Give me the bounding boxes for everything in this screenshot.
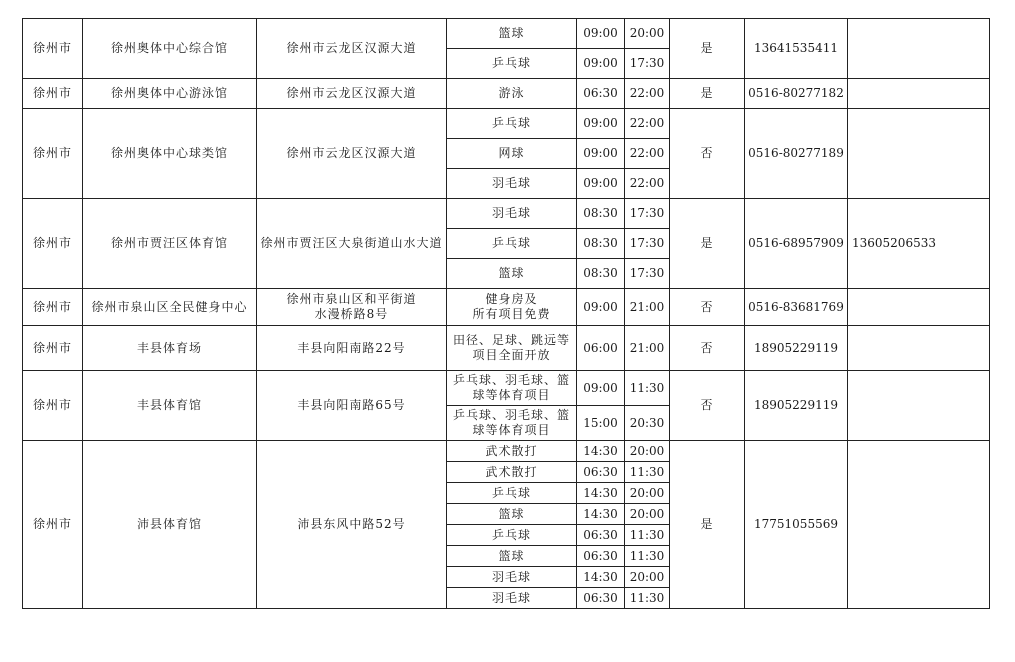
open-flag-cell: 是 <box>670 199 745 289</box>
open-flag-cell: 否 <box>670 371 745 441</box>
phone2-cell <box>848 326 990 371</box>
start-time-cell: 14:30 <box>577 483 625 504</box>
sport-cell: 篮球 <box>447 546 577 567</box>
phone-cell: 18905229119 <box>745 326 848 371</box>
phone2-cell <box>848 289 990 326</box>
city-cell: 徐州市 <box>23 79 83 109</box>
table-row <box>23 109 990 139</box>
start-time-cell: 14:30 <box>577 567 625 588</box>
venue-cell: 徐州奥体中心综合馆 <box>83 19 257 79</box>
end-time-cell: 20:00 <box>625 567 670 588</box>
start-time-cell: 06:00 <box>577 326 625 371</box>
venue-cell: 徐州奥体中心球类馆 <box>83 109 257 199</box>
table-row <box>23 199 990 229</box>
address-cell: 徐州市云龙区汉源大道 <box>257 19 447 79</box>
end-time-cell: 20:00 <box>625 19 670 49</box>
venue-cell: 徐州市泉山区全民健身中心 <box>83 289 257 326</box>
sport-cell: 武术散打 <box>447 462 577 483</box>
end-time-cell: 11:30 <box>625 371 670 406</box>
start-time-cell: 08:30 <box>577 229 625 259</box>
phone2-cell <box>848 79 990 109</box>
phone2-cell: 13605206533 <box>848 199 990 289</box>
address-cell: 丰县向阳南路22号 <box>257 326 447 371</box>
end-time-cell: 11:30 <box>625 546 670 567</box>
end-time-cell: 20:00 <box>625 441 670 462</box>
city-cell: 徐州市 <box>23 109 83 199</box>
city-cell: 徐州市 <box>23 289 83 326</box>
sport-cell: 篮球 <box>447 259 577 289</box>
table-body <box>23 19 990 609</box>
sport-cell: 武术散打 <box>447 441 577 462</box>
start-time-cell: 09:00 <box>577 139 625 169</box>
start-time-cell: 09:00 <box>577 19 625 49</box>
start-time-cell: 14:30 <box>577 441 625 462</box>
address-cell: 徐州市云龙区汉源大道 <box>257 79 447 109</box>
phone-cell: 0516-80277189 <box>745 109 848 199</box>
phone2-cell <box>848 109 990 199</box>
address-cell: 徐州市云龙区汉源大道 <box>257 109 447 199</box>
address-cell: 沛县东风中路52号 <box>257 441 447 609</box>
phone-cell: 17751055569 <box>745 441 848 609</box>
end-time-cell: 17:30 <box>625 49 670 79</box>
end-time-cell: 20:30 <box>625 406 670 441</box>
end-time-cell: 20:00 <box>625 504 670 525</box>
sport-cell: 羽毛球 <box>447 588 577 609</box>
city-cell: 徐州市 <box>23 441 83 609</box>
sport-cell: 网球 <box>447 139 577 169</box>
city-cell: 徐州市 <box>23 199 83 289</box>
end-time-cell: 11:30 <box>625 588 670 609</box>
table-row <box>23 441 990 462</box>
end-time-cell: 11:30 <box>625 462 670 483</box>
phone-cell: 0516-68957909 <box>745 199 848 289</box>
sport-cell: 游泳 <box>447 79 577 109</box>
sport-cell: 田径、足球、跳远等 项目全面开放 <box>447 326 577 371</box>
venue-cell: 丰县体育场 <box>83 326 257 371</box>
end-time-cell: 17:30 <box>625 259 670 289</box>
start-time-cell: 06:30 <box>577 525 625 546</box>
sport-cell: 篮球 <box>447 19 577 49</box>
start-time-cell: 09:00 <box>577 49 625 79</box>
sport-cell: 乒乓球 <box>447 109 577 139</box>
start-time-cell: 06:30 <box>577 79 625 109</box>
start-time-cell: 08:30 <box>577 259 625 289</box>
phone-cell: 0516-80277182 <box>745 79 848 109</box>
end-time-cell: 22:00 <box>625 169 670 199</box>
open-flag-cell: 否 <box>670 109 745 199</box>
start-time-cell: 09:00 <box>577 289 625 326</box>
end-time-cell: 20:00 <box>625 483 670 504</box>
sport-cell: 乒乓球、羽毛球、篮 球等体育项目 <box>447 406 577 441</box>
phone-cell: 13641535411 <box>745 19 848 79</box>
open-flag-cell: 是 <box>670 19 745 79</box>
sport-cell: 乒乓球 <box>447 525 577 546</box>
table-row <box>23 326 990 371</box>
start-time-cell: 09:00 <box>577 109 625 139</box>
start-time-cell: 09:00 <box>577 169 625 199</box>
venue-cell: 徐州市贾汪区体育馆 <box>83 199 257 289</box>
start-time-cell: 06:30 <box>577 546 625 567</box>
table-row <box>23 371 990 406</box>
end-time-cell: 22:00 <box>625 109 670 139</box>
venue-cell: 沛县体育馆 <box>83 441 257 609</box>
open-flag-cell: 是 <box>670 441 745 609</box>
end-time-cell: 11:30 <box>625 525 670 546</box>
sport-cell: 乒乓球 <box>447 229 577 259</box>
venue-cell: 徐州奥体中心游泳馆 <box>83 79 257 109</box>
end-time-cell: 21:00 <box>625 289 670 326</box>
open-flag-cell: 否 <box>670 289 745 326</box>
phone2-cell <box>848 371 990 441</box>
table-row <box>23 289 990 326</box>
open-flag-cell: 是 <box>670 79 745 109</box>
city-cell: 徐州市 <box>23 371 83 441</box>
phone2-cell <box>848 441 990 609</box>
table-row <box>23 19 990 49</box>
sport-cell: 乒乓球、羽毛球、篮 球等体育项目 <box>447 371 577 406</box>
open-flag-cell: 否 <box>670 326 745 371</box>
phone2-cell <box>848 19 990 79</box>
venue-table <box>22 18 990 609</box>
sport-cell: 羽毛球 <box>447 199 577 229</box>
sport-cell: 羽毛球 <box>447 169 577 199</box>
sport-cell: 乒乓球 <box>447 483 577 504</box>
start-time-cell: 14:30 <box>577 504 625 525</box>
phone-cell: 18905229119 <box>745 371 848 441</box>
start-time-cell: 06:30 <box>577 462 625 483</box>
table-row <box>23 79 990 109</box>
sport-cell: 篮球 <box>447 504 577 525</box>
start-time-cell: 15:00 <box>577 406 625 441</box>
address-cell: 徐州市贾汪区大泉街道山水大道 <box>257 199 447 289</box>
start-time-cell: 08:30 <box>577 199 625 229</box>
address-cell: 徐州市泉山区和平街道 水漫桥路8号 <box>257 289 447 326</box>
end-time-cell: 22:00 <box>625 139 670 169</box>
end-time-cell: 21:00 <box>625 326 670 371</box>
city-cell: 徐州市 <box>23 326 83 371</box>
phone-cell: 0516-83681769 <box>745 289 848 326</box>
venue-cell: 丰县体育馆 <box>83 371 257 441</box>
sport-cell: 乒乓球 <box>447 49 577 79</box>
city-cell: 徐州市 <box>23 19 83 79</box>
end-time-cell: 17:30 <box>625 229 670 259</box>
end-time-cell: 17:30 <box>625 199 670 229</box>
address-cell: 丰县向阳南路65号 <box>257 371 447 441</box>
end-time-cell: 22:00 <box>625 79 670 109</box>
sport-cell: 健身房及 所有项目免费 <box>447 289 577 326</box>
sport-cell: 羽毛球 <box>447 567 577 588</box>
start-time-cell: 09:00 <box>577 371 625 406</box>
start-time-cell: 06:30 <box>577 588 625 609</box>
